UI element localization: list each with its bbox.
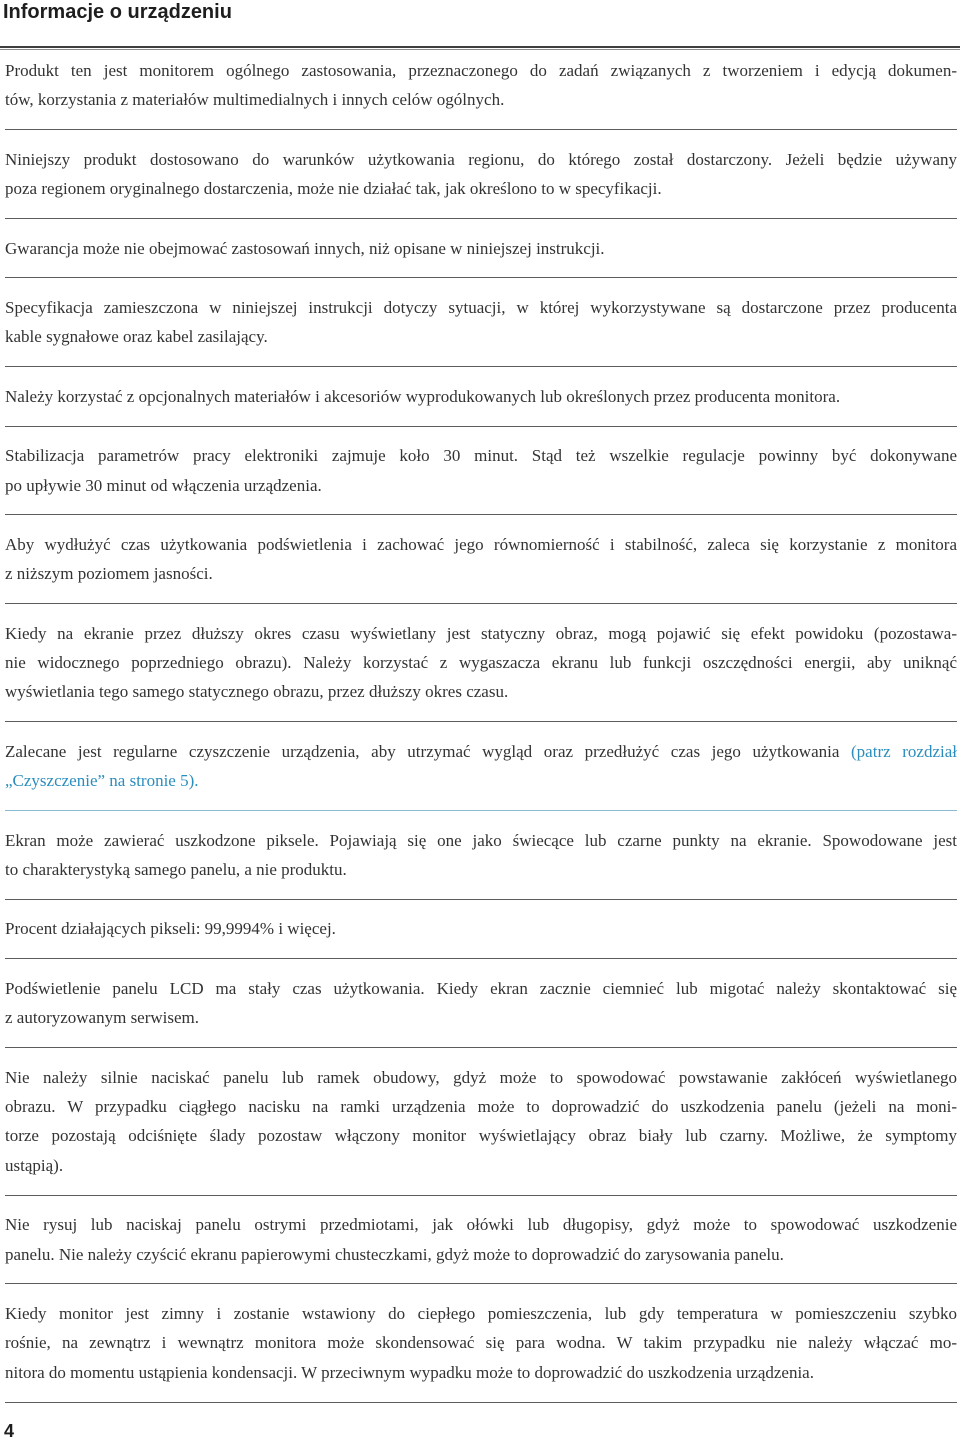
text-line: Produkt ten jest monitorem ogólnego zastosowania, przeznaczonego do zadań związanych z tworzeniem i edycją dokumen- bbox=[5, 61, 957, 80]
paragraph-condensation bbox=[5, 1284, 957, 1401]
text-line: Gwarancja może nie obejmować zastosowań innych, niż opisane w niniejszej instrukcji. bbox=[5, 238, 605, 258]
paragraph-specification-cables bbox=[5, 278, 957, 366]
paragraph-warranty bbox=[5, 219, 957, 277]
text-line: panelu. Nie należy czyścić ekranu papierowymi chusteczkami, gdyż może to doprowadzić do zarysowania panelu. bbox=[5, 1244, 784, 1264]
paragraph-backlight-lifetime bbox=[5, 959, 957, 1047]
text-line: Nie należy silnie naciskać panelu lub ramek obudowy, gdyż może to spowodować powstawanie zakłóceń wyświetlanego bbox=[5, 1067, 957, 1087]
text-line: z autoryzowanym serwisem. bbox=[5, 1008, 200, 1028]
text-line: kable sygnałowe oraz kabel zasilający. bbox=[5, 327, 268, 347]
cleaning-chapter-link-continued[interactable]: „Czyszczenie” na stronie 5). bbox=[5, 771, 199, 791]
text-line: torze pozostają odciśnięte ślady pozostaw włączony monitor wyświetlający obraz biały lub czarny. Możliwe, że symptomy bbox=[5, 1126, 957, 1146]
text-line: to charakterystyką samego panelu, a nie produktu. bbox=[5, 860, 347, 880]
cleaning-chapter-link[interactable]: (patrz rozdział bbox=[851, 741, 957, 761]
text-line: po upływie 30 minut od włączenia urządzenia. bbox=[5, 475, 322, 495]
text-line: Nie rysuj lub naciskaj panelu ostrymi przedmiotami, jak ołówki lub długopisy, gdyż może to spowodować uszkodzenie bbox=[5, 1215, 957, 1235]
text-line: Podświetlenie panelu LCD ma stały czas użytkowania. Kiedy ekran zacznie ciemnieć lub migotać należy skontaktować się bbox=[5, 978, 957, 998]
text-line: Stabilizacja parametrów pracy elektroniki zajmuje koło 30 minut. Stąd też wszelkie regulacje powinny być dokonywane bbox=[5, 446, 957, 466]
section-divider bbox=[5, 1402, 957, 1403]
text-line bbox=[5, 766, 957, 795]
text-line: Kiedy na ekranie przez dłuższy okres czasu wyświetlany jest statyczny obraz, mogą pojawić się efekt powidoku (pozostawa- bbox=[5, 623, 957, 643]
paragraph-cleaning bbox=[5, 722, 957, 810]
paragraph-region bbox=[5, 130, 957, 218]
text-line: ustąpią). bbox=[5, 1155, 64, 1175]
text-line: Specyfikacja zamieszczona w niniejszej instrukcji dotyczy sytuacji, w której wykorzystywane są dostarczone przez producenta bbox=[5, 297, 957, 317]
text-line: Należy korzystać z opcjonalnych materiałów i akcesoriów wyprodukowanych lub określonych przez producenta monitora. bbox=[5, 386, 841, 406]
paragraph-warm-up-time bbox=[5, 427, 957, 515]
text-line: wyświetlania tego samego statycznego obrazu, przez dłuższy okres czasu. bbox=[5, 682, 509, 702]
text-line: z niższym poziomem jasności. bbox=[5, 564, 213, 584]
paragraph-sharp-objects bbox=[5, 1196, 957, 1284]
page-title: Informacje o urządzeniu bbox=[3, 1, 232, 23]
text-line bbox=[5, 737, 957, 766]
text-line: Kiedy monitor jest zimny i zostanie wstawiony do ciepłego pomieszczenia, lub gdy temperatura w pomieszczeniu szybko bbox=[5, 1303, 957, 1323]
text-line: poza regionem oryginalnego dostarczenia, może nie działać tak, jak określono to w specyfikacji. bbox=[5, 179, 662, 199]
text-line: obrazu. W przypadku ciągłego nacisku na ramki urządzenia może to doprowadzić do uszkodzenia panelu (jeżeli na moni- bbox=[5, 1096, 957, 1116]
page-content bbox=[5, 50, 957, 1403]
text-line: Niniejszy produkt dostosowano do warunków użytkowania regionu, do którego został dostarczony. Jeżeli będzie używany bbox=[5, 149, 957, 169]
paragraph-panel-pressure bbox=[5, 1048, 957, 1195]
text-line: Aby wydłużyć czas użytkowania podświetlenia i zachować jego równomierność i stabilność, zaleca się korzystanie z monitora bbox=[5, 534, 957, 554]
paragraph-optional-accessories bbox=[5, 367, 957, 425]
text-segment: Zalecane jest regularne czyszczenie urządzenia, aby utrzymać wygląd oraz przedłużyć czas jego użytkowania bbox=[5, 741, 840, 761]
text-line: tów, korzystania z materiałów multimedialnych i innych celów ogólnych. bbox=[5, 90, 505, 110]
text-line: Procent działających pikseli: 99,9994% i więcej. bbox=[5, 919, 336, 939]
paragraph-dead-pixels bbox=[5, 811, 957, 899]
text-line: Ekran może zawierać uszkodzone piksele. Pojawiają się one jako świecące lub czarne punkty na ekranie. Spowodowane jest bbox=[5, 830, 957, 850]
text-line: nitora do momentu ustąpienia kondensacji. W przeciwnym wypadku może to doprowadzić do uszkodzenia urządzenia. bbox=[5, 1362, 814, 1382]
paragraph-backlight-brightness bbox=[5, 515, 957, 603]
text-line: nie widocznego poprzedniego obrazu). Należy korzystać z wygaszacza ekranu lub funkcji oszczędności energii, aby uniknąć bbox=[5, 653, 957, 673]
paragraph-image-retention bbox=[5, 604, 957, 721]
paragraph-intended-use bbox=[5, 50, 957, 129]
paragraph-pixel-percentage bbox=[5, 900, 957, 958]
page-number: 4 bbox=[4, 1421, 15, 1441]
text-line: rośnie, na zewnątrz i wewnątrz monitora może skondensować się para wodna. W takim przypadku nie należy włączać mo- bbox=[5, 1333, 957, 1353]
